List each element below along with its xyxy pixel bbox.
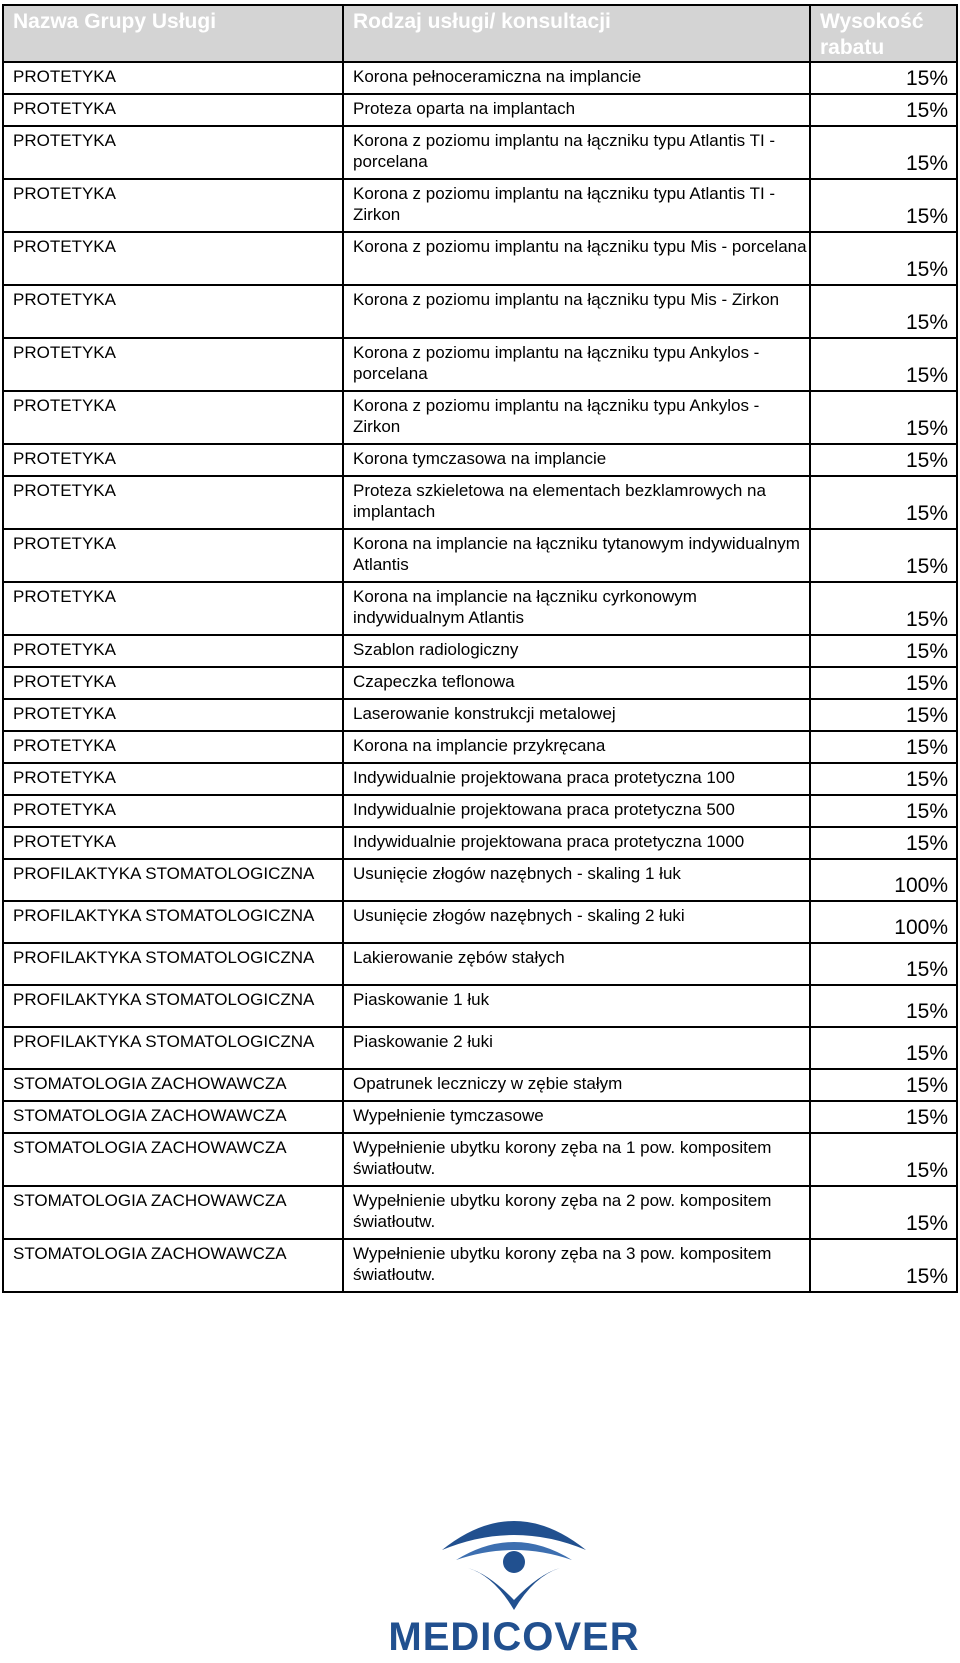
cell-discount: 100% [810, 901, 957, 943]
cell-service: Indywidualnie projektowana praca protetyczna 1000 [343, 827, 810, 859]
cell-discount: 15% [810, 667, 957, 699]
cell-service: Korona z poziomu implantu na łączniku typu Ankylos - Zirkon [343, 391, 810, 444]
cell-service: Laserowanie konstrukcji metalowej [343, 699, 810, 731]
cell-group: PROTETYKA [3, 731, 343, 763]
table-body [3, 62, 957, 1292]
table-row [3, 1239, 957, 1292]
table-header-row [3, 5, 957, 62]
cell-discount: 15% [810, 635, 957, 667]
cell-discount: 15% [810, 444, 957, 476]
table-row [3, 444, 957, 476]
cell-group: STOMATOLOGIA ZACHOWAWCZA [3, 1186, 343, 1239]
cell-group: PROTETYKA [3, 179, 343, 232]
cell-discount: 15% [810, 731, 957, 763]
table-row [3, 1027, 957, 1069]
cell-discount: 15% [810, 1069, 957, 1101]
discount-table [2, 4, 958, 1293]
cell-group: PROTETYKA [3, 667, 343, 699]
cell-group: PROFILAKTYKA STOMATOLOGICZNA [3, 1027, 343, 1069]
table-row [3, 94, 957, 126]
cell-discount: 15% [810, 179, 957, 232]
cell-discount: 15% [810, 476, 957, 529]
table-row [3, 763, 957, 795]
cell-service: Usunięcie złogów nazębnych - skaling 1 łuk [343, 859, 810, 901]
cell-group: PROFILAKTYKA STOMATOLOGICZNA [3, 943, 343, 985]
cell-group: PROTETYKA [3, 338, 343, 391]
cell-service: Korona pełnoceramiczna na implancie [343, 62, 810, 94]
table-row [3, 699, 957, 731]
cell-discount: 15% [810, 1101, 957, 1133]
cell-discount: 15% [810, 1186, 957, 1239]
cell-service: Korona na implancie przykręcana [343, 731, 810, 763]
table-row [3, 667, 957, 699]
cell-group: PROTETYKA [3, 529, 343, 582]
cell-service: Korona na implancie na łączniku cyrkonowym indywidualnym Atlantis [343, 582, 810, 635]
table-row [3, 285, 957, 338]
table-row [3, 476, 957, 529]
cell-group: PROFILAKTYKA STOMATOLOGICZNA [3, 901, 343, 943]
cell-group: PROTETYKA [3, 582, 343, 635]
cell-service: Usunięcie złogów nazębnych - skaling 2 łuki [343, 901, 810, 943]
medicover-logo [364, 1510, 664, 1660]
cell-discount: 15% [810, 1133, 957, 1186]
cell-service: Korona z poziomu implantu na łączniku typu Ankylos - porcelana [343, 338, 810, 391]
table-row [3, 635, 957, 667]
cell-discount: 15% [810, 126, 957, 179]
cell-discount: 15% [810, 582, 957, 635]
cell-group: PROTETYKA [3, 699, 343, 731]
table-row [3, 943, 957, 985]
cell-discount: 15% [810, 529, 957, 582]
column-header-service: Rodzaj usługi/ konsultacji [343, 5, 810, 62]
cell-discount: 15% [810, 391, 957, 444]
cell-group: PROTETYKA [3, 795, 343, 827]
table-row [3, 827, 957, 859]
cell-service: Piaskowanie 2 łuki [343, 1027, 810, 1069]
cell-discount: 15% [810, 338, 957, 391]
table-row [3, 731, 957, 763]
cell-service: Piaskowanie 1 łuk [343, 985, 810, 1027]
cell-service: Proteza oparta na implantach [343, 94, 810, 126]
table-row [3, 985, 957, 1027]
cell-discount: 15% [810, 232, 957, 285]
cell-discount: 15% [810, 94, 957, 126]
table-row [3, 582, 957, 635]
cell-service: Wypełnienie ubytku korony zęba na 2 pow. kompositem światłoutw. [343, 1186, 810, 1239]
cell-group: PROTETYKA [3, 62, 343, 94]
cell-group: PROTETYKA [3, 94, 343, 126]
cell-group: STOMATOLOGIA ZACHOWAWCZA [3, 1133, 343, 1186]
cell-group: PROTETYKA [3, 391, 343, 444]
cell-group: PROTETYKA [3, 476, 343, 529]
cell-discount: 100% [810, 859, 957, 901]
cell-discount: 15% [810, 1027, 957, 1069]
cell-group: STOMATOLOGIA ZACHOWAWCZA [3, 1101, 343, 1133]
cell-discount: 15% [810, 827, 957, 859]
cell-service: Korona z poziomu implantu na łączniku typu Mis - Zirkon [343, 285, 810, 338]
cell-service: Opatrunek leczniczy w zębie stałym [343, 1069, 810, 1101]
cell-service: Indywidualnie projektowana praca protetyczna 100 [343, 763, 810, 795]
column-header-group: Nazwa Grupy Usługi [3, 5, 343, 62]
cell-service: Korona z poziomu implantu na łączniku typu Atlantis TI - porcelana [343, 126, 810, 179]
cell-discount: 15% [810, 62, 957, 94]
table-row [3, 1186, 957, 1239]
cell-service: Korona tymczasowa na implancie [343, 444, 810, 476]
cell-discount: 15% [810, 763, 957, 795]
cell-group: PROTETYKA [3, 232, 343, 285]
cell-group: PROTETYKA [3, 285, 343, 338]
cell-group: PROFILAKTYKA STOMATOLOGICZNA [3, 859, 343, 901]
cell-discount: 15% [810, 795, 957, 827]
cell-group: STOMATOLOGIA ZACHOWAWCZA [3, 1239, 343, 1292]
logo-wordmark: MEDICOVER [388, 1615, 640, 1659]
cell-service: Proteza szkieletowa na elementach bezklamrowych na implantach [343, 476, 810, 529]
table-row [3, 391, 957, 444]
table-row [3, 62, 957, 94]
table-row [3, 529, 957, 582]
table-row [3, 1069, 957, 1101]
cell-service: Korona z poziomu implantu na łączniku typu Atlantis TI - Zirkon [343, 179, 810, 232]
cell-group: PROFILAKTYKA STOMATOLOGICZNA [3, 985, 343, 1027]
cell-group: PROTETYKA [3, 126, 343, 179]
table-row [3, 179, 957, 232]
table-row [3, 126, 957, 179]
cell-group: PROTETYKA [3, 827, 343, 859]
medicover-emblem-icon [364, 1510, 664, 1615]
cell-discount: 15% [810, 1239, 957, 1292]
cell-group: STOMATOLOGIA ZACHOWAWCZA [3, 1069, 343, 1101]
table-row [3, 338, 957, 391]
table-row [3, 901, 957, 943]
cell-group: PROTETYKA [3, 444, 343, 476]
cell-service: Szablon radiologiczny [343, 635, 810, 667]
cell-service: Wypełnienie ubytku korony zęba na 3 pow. kompositem światłoutw. [343, 1239, 810, 1292]
cell-service: Indywidualnie projektowana praca protetyczna 500 [343, 795, 810, 827]
cell-service: Korona z poziomu implantu na łączniku typu Mis - porcelana [343, 232, 810, 285]
cell-service: Wypełnienie ubytku korony zęba na 1 pow. kompositem światłoutw. [343, 1133, 810, 1186]
cell-service: Wypełnienie tymczasowe [343, 1101, 810, 1133]
cell-group: PROTETYKA [3, 635, 343, 667]
cell-service: Czapeczka teflonowa [343, 667, 810, 699]
cell-discount: 15% [810, 985, 957, 1027]
table-row [3, 859, 957, 901]
cell-service: Korona na implancie na łączniku tytanowym indywidualnym Atlantis [343, 529, 810, 582]
table-row [3, 1101, 957, 1133]
cell-discount: 15% [810, 285, 957, 338]
table-row [3, 1133, 957, 1186]
table-row [3, 795, 957, 827]
cell-service: Lakierowanie zębów stałych [343, 943, 810, 985]
cell-group: PROTETYKA [3, 763, 343, 795]
table-row [3, 232, 957, 285]
cell-discount: 15% [810, 943, 957, 985]
cell-discount: 15% [810, 699, 957, 731]
column-header-discount: Wysokość rabatu [810, 5, 957, 62]
